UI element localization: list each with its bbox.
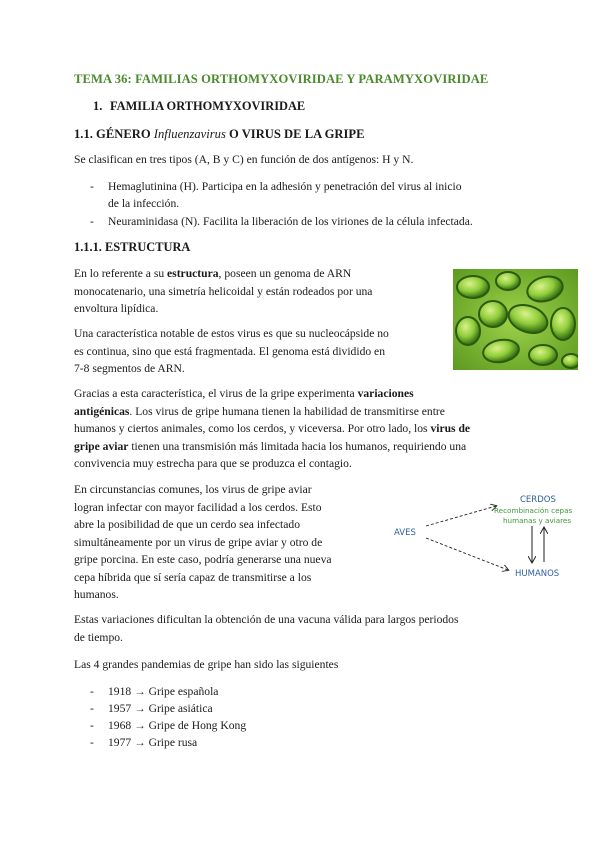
section-label: FAMILIA ORTHOMYXOVIRIDAE [110,99,306,113]
aves-to-cerdos-arrow [426,506,496,526]
aves-label: AVES [394,528,416,538]
heading-prefix: 1.1. GÉNERO [74,127,154,141]
section-number: 1. [93,99,103,113]
list-item: 1977 → Gripe rusa [108,736,198,749]
bullet-dash: - [90,685,94,698]
virus-micrograph-image [453,269,578,370]
pandemics-intro: Las 4 grandes pandemias de gripe han sido las siguientes [74,658,339,671]
humanos-label: HUMANOS [515,569,560,579]
intro-paragraph: Se clasifican en tres tipos (A, B y C) en función de dos antígenos: H y N. [74,153,414,166]
section-heading-1-1 [74,127,365,142]
antigenic-variation-paragraph: Gracias a esta característica, el virus de la gripe experimenta variaciones antigénicas. Los virus de gripe humana tienen la habilidad de transmitirse entre humanos y ciertos animales, como los cerdos, y viceversa. Por otro lado, los virus de gripe aviar tienen una transmisión más limitada hacia los humanos, requiriendo una convivencia muy estrecha para que se produzca el contagio. [74,387,471,470]
cerdos-label: CERDOS [520,495,556,505]
transmission-diagram [386,486,586,586]
bullet-dash: - [90,702,94,715]
recombination-label-line1: Recombinación cepas [494,506,573,515]
list-item: 1957 → Gripe asiática [108,702,213,715]
list-item-continuation: de la infección. [108,197,180,210]
list-item: 1968 → Gripe de Hong Kong [108,719,247,732]
bullet-dash: - [90,215,94,228]
bullet-dash: - [90,736,94,749]
bullet-dash: - [90,719,94,732]
section-heading-1 [93,99,305,114]
genus-name: Influenzavirus [153,127,226,141]
structure-paragraph: En lo referente a su estructura, poseen un genoma de ARN monocatenario, una simetría helicoidal y están rodeados por una envoltura lipídica. [74,267,373,315]
list-item: Hemaglutinina (H). Participa en la adhesión y penetración del virus al inicio [108,180,462,193]
heading-suffix: O VIRUS DE LA GRIPE [225,127,365,141]
section-heading-1-1-1: 1.1.1. ESTRUCTURA [74,240,191,254]
recombination-paragraph: En circunstancias comunes, los virus de gripe aviar logran infectar con mayor facilidad a los cerdos. Esto abre la posibilidad de que un cerdo sea infectado simultáneamente por un virus de gripe aviar y otro de gripe porcina. En este caso, podría generarse una nueva cepa híbrida que sí sería capaz de transmitirse a los humanos. [74,483,332,601]
nucleocapsid-paragraph: Una característica notable de estos virus es que su nucleocápside no es continua, sino que está fragmentada. El genoma está dividido en 7-8 segmentos de ARN. [74,327,389,375]
recombination-label-line2: humanas y aviares [503,516,572,525]
list-item: Neuraminidasa (N). Facilita la liberación de los viriones de la célula infectada. [108,215,473,228]
vaccine-paragraph: Estas variaciones dificultan la obtención de una vacuna válida para largos periodos de tiempo. [74,613,459,644]
list-item: 1918 → Gripe española [108,685,219,698]
bullet-dash: - [90,180,94,193]
aves-to-humanos-arrow [426,538,508,570]
document-title: TEMA 36: FAMILIAS ORTHOMYXOVIRIDAE Y PARAMYXOVIRIDAE [74,72,489,86]
